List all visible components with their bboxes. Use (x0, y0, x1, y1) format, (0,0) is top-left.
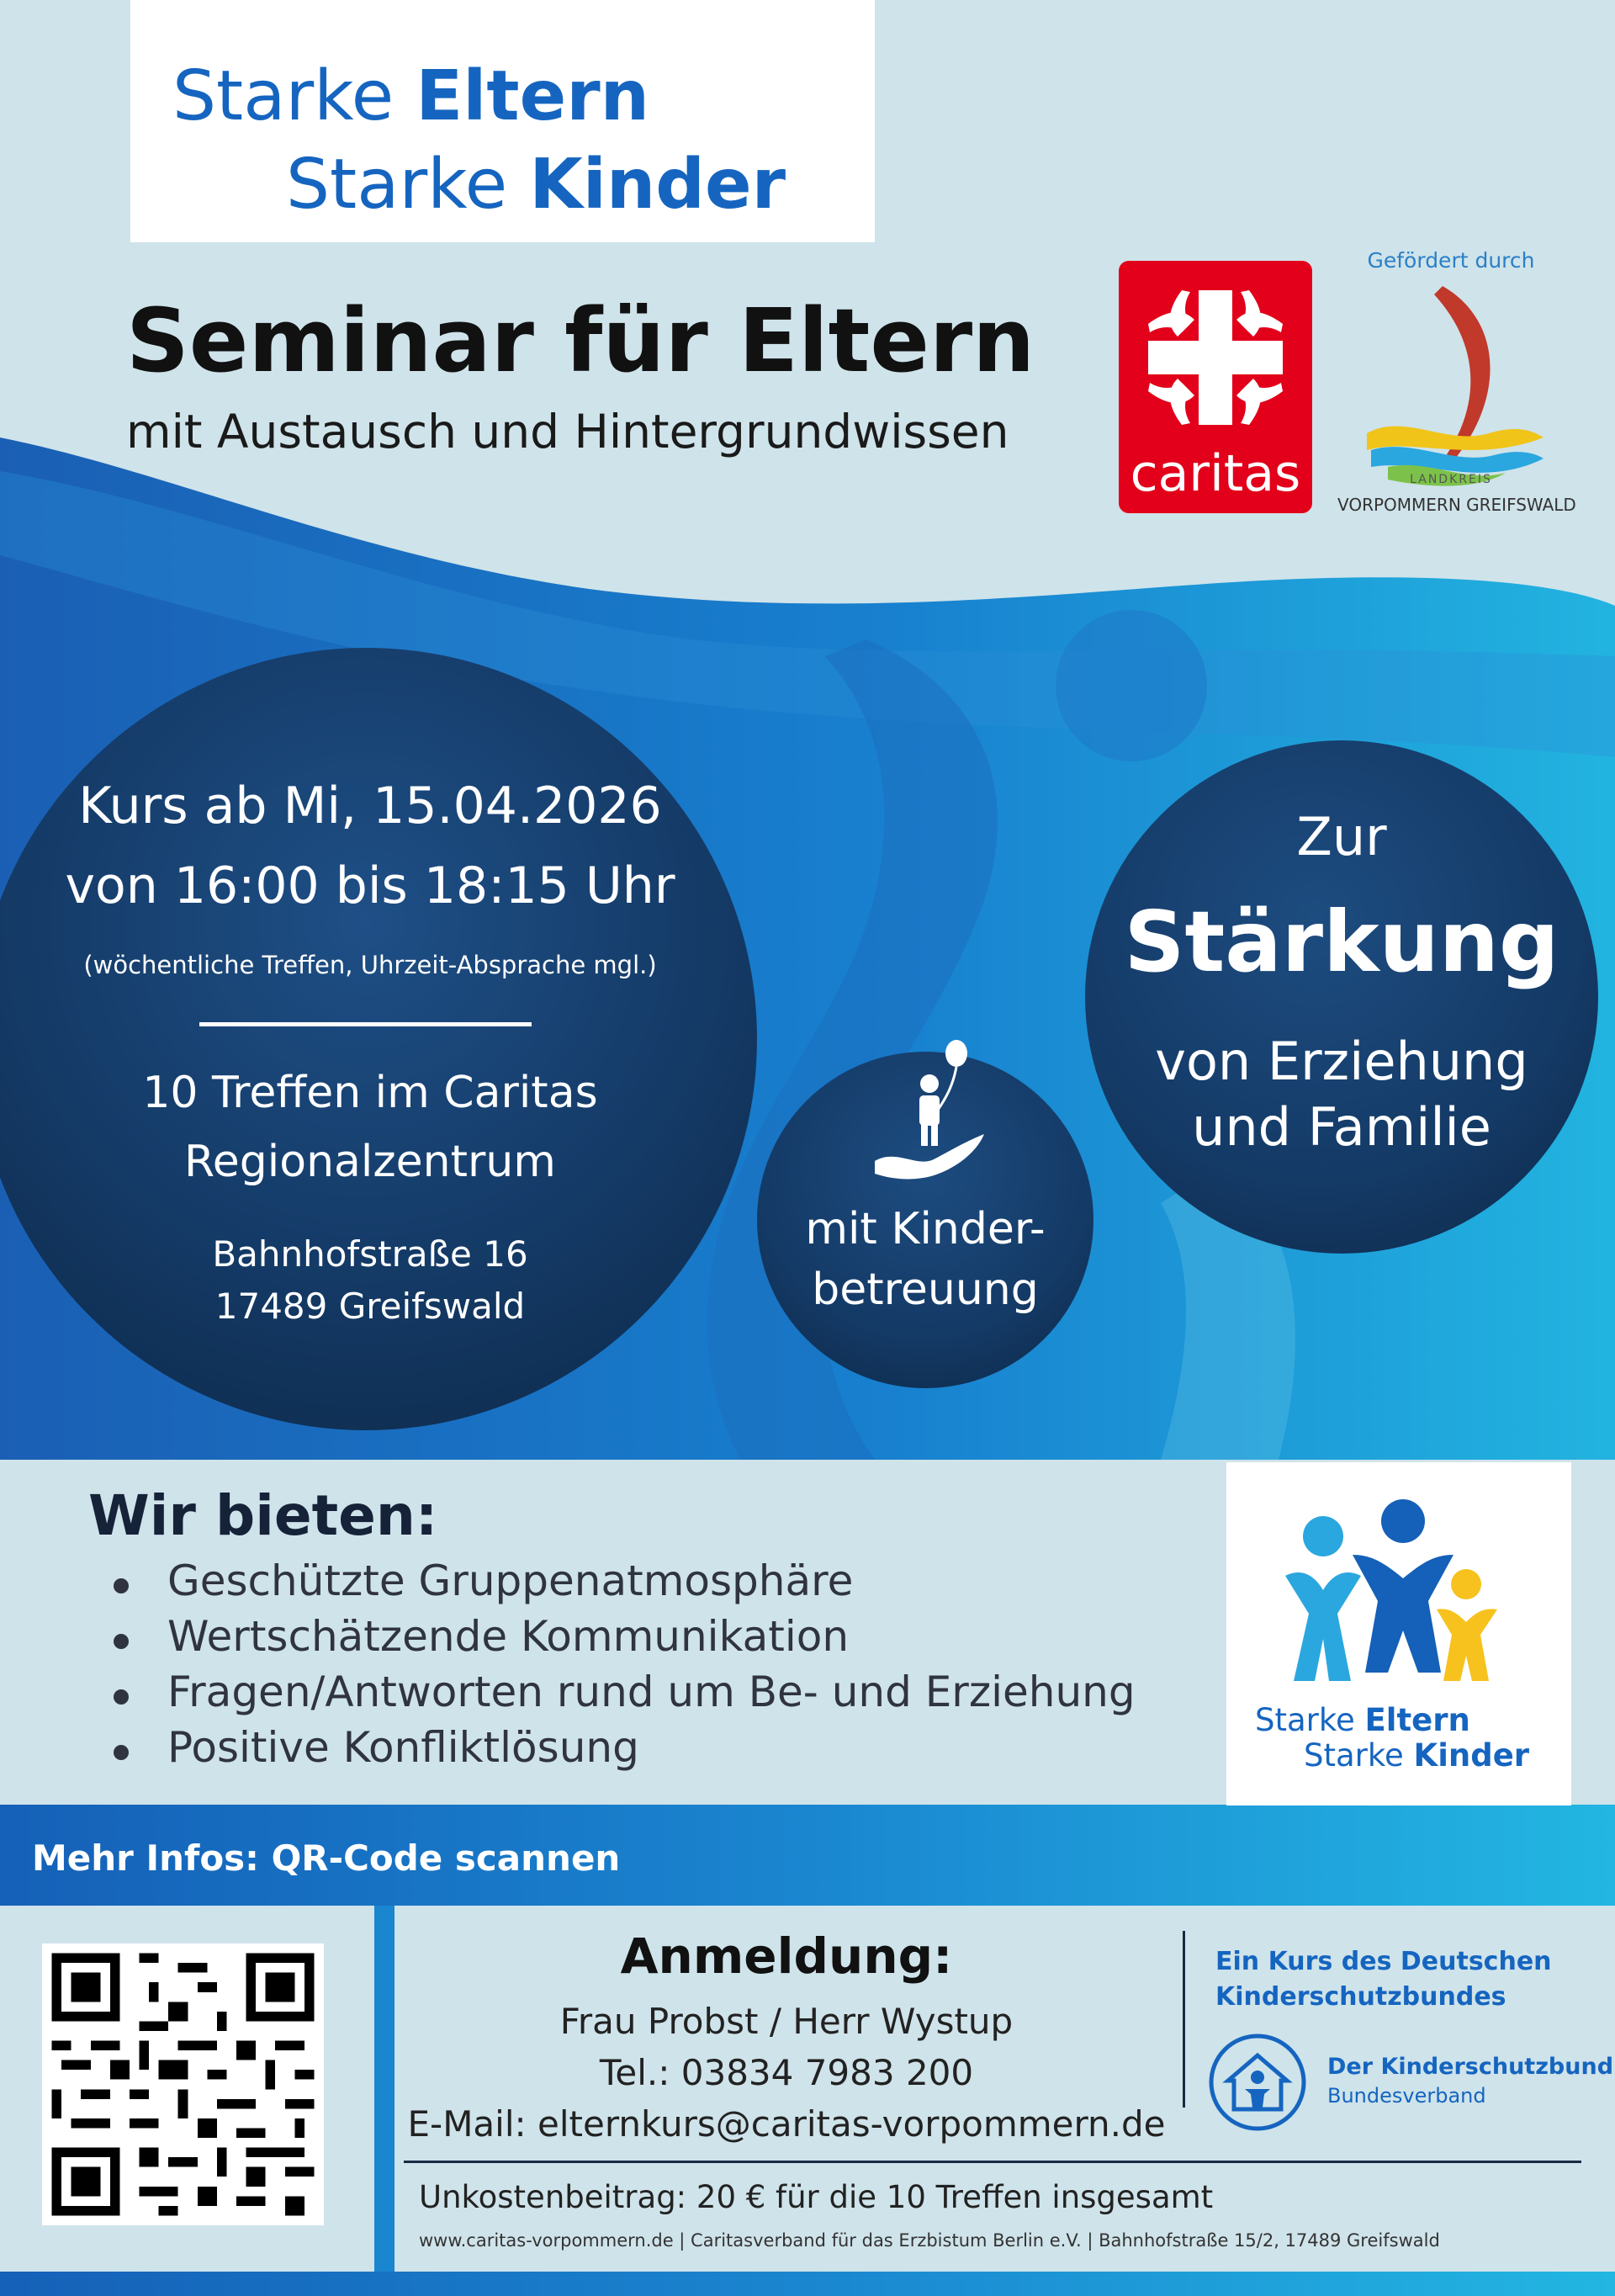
childcare-line1: mit Kinder- (805, 1204, 1046, 1254)
family-logo-line2: Starke Kinder (1304, 1737, 1530, 1774)
footer-text: www.caritas-vorpommern.de | Caritasverband für das Erzbistum Berlin e.V. | Bahnhofstraße 15/2, 17489 Greifswald (419, 2230, 1440, 2251)
kinderschutzbund-line1: Ein Kurs des Deutschen (1215, 1947, 1552, 1976)
course-time: von 16:00 bis 18:15 Uhr (65, 856, 675, 915)
caritas-label: caritas (1130, 444, 1301, 503)
strength-line3: von Erziehung (1155, 1031, 1528, 1092)
bullet-icon (114, 1634, 129, 1649)
course-meetings-line2: Regionalzentrum (184, 1137, 556, 1187)
family-logo-line1: Starke Eltern (1255, 1702, 1470, 1738)
list-item: Wertschätzende Kommunikation (114, 1612, 849, 1661)
funded-by-label: Gefördert durch (1367, 248, 1535, 273)
qr-code-icon[interactable] (42, 1943, 324, 2225)
bullet-icon (114, 1578, 129, 1593)
sail-wave-icon (1354, 278, 1548, 488)
kinderschutzbund-name: Der Kinderschutzbund (1327, 2054, 1614, 2080)
brand-logo-line2: Starke Kinder (286, 145, 786, 225)
brand-logo-line1: Starke Eltern (172, 56, 650, 136)
info-bar-text: Mehr Infos: QR-Code scannen (32, 1837, 621, 1879)
list-item: Geschützte Gruppenatmosphäre (114, 1556, 853, 1605)
caritas-logo (1119, 261, 1312, 513)
strength-line2: Stärkung (1124, 893, 1559, 991)
panel-separator (374, 1906, 394, 2272)
strength-line4: und Familie (1192, 1096, 1491, 1158)
kinderschutzbund-line2: Kinderschutzbundes (1215, 1982, 1506, 2012)
family-logo-box (1226, 1462, 1571, 1806)
registration-phone: Tel.: 03834 7983 200 (599, 2052, 974, 2093)
bullet-icon (114, 1689, 129, 1705)
course-street: Bahnhofstraße 16 (212, 1233, 528, 1275)
bullet-icon (114, 1745, 129, 1760)
course-city: 17489 Greifswald (214, 1286, 526, 1327)
horizontal-divider (404, 2161, 1581, 2163)
course-note: (wöchentliche Treffen, Uhrzeit-Absprache mgl.) (83, 951, 657, 979)
registration-heading: Anmeldung: (620, 1927, 953, 1985)
fee-text: Unkostenbeitrag: 20 € für die 10 Treffen insgesamt (419, 2179, 1214, 2215)
page-subtitle: mit Austausch und Hintergrundwissen (126, 405, 1009, 459)
course-divider (199, 1022, 532, 1026)
offers-list (114, 1556, 1190, 1792)
county-small-label: LANDKREIS (1410, 473, 1492, 486)
county-name: VORPOMMERN GREIFSWALD (1337, 495, 1576, 515)
family-figures-icon (1277, 1496, 1521, 1698)
email-link[interactable]: elternkurs@caritas-vorpommern.de (537, 2103, 1166, 2145)
registration-email: E-Mail: elternkurs@caritas-vorpommern.de (407, 2103, 1166, 2145)
list-item: Positive Konfliktlösung (114, 1723, 639, 1772)
kinderschutzbund-sub: Bundesverband (1327, 2084, 1486, 2108)
vertical-divider (1183, 1931, 1185, 2108)
caritas-flame-cross-icon (1131, 273, 1300, 442)
childcare-line2: betreuung (812, 1265, 1039, 1315)
course-start: Kurs ab Mi, 15.04.2026 (78, 777, 662, 835)
course-meetings-line1: 10 Treffen im Caritas (142, 1068, 598, 1118)
child-balloon-hand-icon (871, 1035, 988, 1186)
brand-logo-box (130, 0, 875, 242)
list-item: Fragen/Antworten rund um Be- und Erziehung (114, 1668, 1136, 1716)
offers-heading: Wir bieten: (88, 1483, 438, 1548)
strength-line1: Zur (1296, 806, 1387, 867)
kinderschutzbund-house-icon (1207, 2032, 1308, 2133)
page-title: Seminar für Eltern (126, 289, 1035, 392)
registration-contact: Frau Probst / Herr Wystup (559, 2001, 1014, 2042)
